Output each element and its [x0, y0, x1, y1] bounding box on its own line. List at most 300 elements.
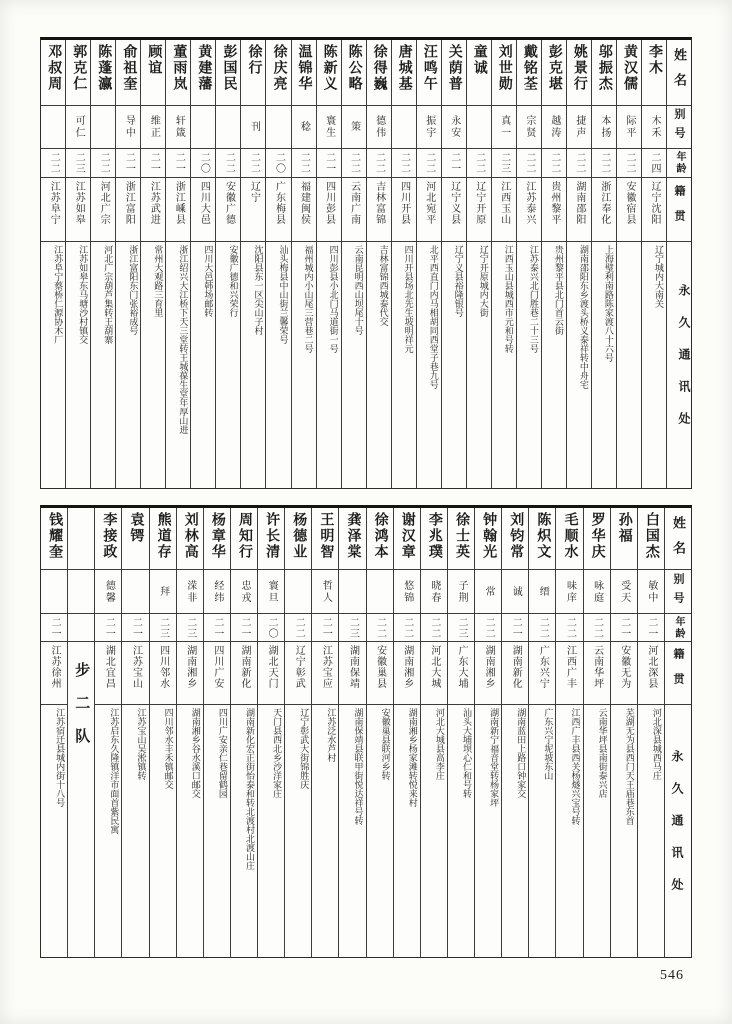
- alias-cell: 常: [475, 570, 501, 614]
- person-column: [176, 508, 203, 957]
- address-cell: 四川大邑韩场邮转: [203, 245, 214, 317]
- alias-cell: 忠戎: [231, 570, 257, 614]
- name-cell: 姚景行: [567, 40, 591, 106]
- native-cell: 云南广南: [342, 178, 366, 242]
- name-cell: 许长清: [258, 508, 284, 570]
- name-cell: 王明智: [312, 508, 338, 570]
- age-cell: 二〇: [191, 149, 215, 178]
- person-column: [610, 508, 637, 957]
- alias-cell: [467, 106, 491, 149]
- native-cell: 江苏宝应: [312, 642, 338, 705]
- person-column: [341, 40, 366, 488]
- alias-cell: 寰旦: [258, 570, 284, 614]
- person-column: [528, 508, 555, 957]
- alias-cell: [285, 570, 311, 614]
- native-cell: 江苏武进: [141, 178, 165, 242]
- address-cell: 北平西直门内马相胡同西堂子巷九号: [428, 245, 439, 389]
- age-cell: 二一: [317, 149, 341, 178]
- address-cell: 汕头大埔坝心仁和号转: [462, 708, 472, 798]
- person-column: [94, 508, 121, 957]
- person-column: [90, 40, 115, 488]
- person-column: [203, 508, 230, 957]
- name-cell: 钱耀奎: [41, 508, 67, 570]
- person-column: [240, 40, 265, 488]
- alias-cell: [216, 106, 240, 149]
- age-cell: 二一: [41, 614, 67, 642]
- name-cell: 黄汉儒: [617, 40, 641, 106]
- alias-cell: [339, 570, 365, 614]
- age-cell: 二二: [529, 614, 555, 642]
- native-cell: 四川开县: [392, 178, 416, 242]
- unit-label: 步二队: [73, 662, 90, 761]
- native-cell: 辽宁开原: [467, 178, 491, 242]
- roster-table-top: [40, 37, 692, 489]
- native-cell: 安徽宿县: [617, 178, 641, 242]
- address-cell: 四川广安亲仁巷留鹤园: [217, 708, 228, 798]
- address-cell: 江苏阜宁蔡桥仁源协木厂: [53, 245, 64, 344]
- person-column: [474, 508, 501, 957]
- address-cell: 辽宁彰武大街锦胜庆: [299, 708, 310, 789]
- name-cell: 彭克堪: [542, 40, 566, 106]
- name-cell: 汪鸣午: [417, 40, 441, 106]
- name-cell: 陈新义: [317, 40, 341, 106]
- native-cell: 湖南湘乡: [394, 642, 420, 705]
- native-cell: 安徽无为: [611, 642, 637, 705]
- address-cell: 福州城内小山尾三营巷二号: [303, 245, 314, 353]
- age-cell: 二三: [66, 149, 90, 178]
- name-cell-empty: [68, 508, 94, 570]
- alias-cell: [91, 106, 115, 149]
- alias-cell: 导中: [116, 106, 140, 149]
- name-cell: 黄建藩: [191, 40, 215, 106]
- alias-cell: 轩箴: [166, 106, 190, 149]
- native-cell: 湖南邵阳: [567, 178, 591, 242]
- name-cell: 杨章华: [204, 508, 230, 570]
- alias-cell: [266, 106, 290, 149]
- person-column: [491, 40, 516, 488]
- address-cell: 江苏宿迁县城内街十八号: [55, 708, 66, 807]
- person-column: [41, 508, 67, 957]
- person-column: [215, 40, 240, 488]
- name-cell: 陈炽文: [529, 508, 555, 570]
- age-cell: 二一: [231, 614, 257, 642]
- name-cell: 郭克仁: [66, 40, 90, 106]
- age-cell: 二二: [392, 149, 416, 178]
- person-column: [366, 508, 393, 957]
- address-cell: 浙江绍兴大江桥下天三堂转王城葆生堂年厚山进: [178, 245, 189, 434]
- alias-cell: 刊: [241, 106, 265, 149]
- person-column: [284, 508, 311, 957]
- address-cell: 湖南湘乡谷水溪口邮交: [190, 708, 201, 798]
- native-cell: 湖北宜昌: [95, 642, 121, 705]
- age-cell: 二二: [584, 614, 610, 642]
- person-column: [591, 40, 616, 488]
- age-cell: 二二: [517, 149, 541, 178]
- name-cell: 童诚: [467, 40, 491, 106]
- address-cell: 四川邻水丰禾镇邮交: [163, 708, 174, 789]
- name-cell: 李接政: [95, 508, 121, 570]
- person-column: [393, 508, 420, 957]
- row-label-alias: 别号: [665, 570, 691, 614]
- age-cell: 二二: [292, 149, 316, 178]
- row-label-name: 姓名: [667, 40, 691, 106]
- unit-column: [67, 508, 94, 957]
- age-cell: 二一: [166, 149, 190, 178]
- native-cell: 四川邻水: [150, 642, 176, 705]
- person-column: [316, 40, 341, 488]
- age-cell: 二三: [150, 614, 176, 642]
- age-cell: 二二: [342, 149, 366, 178]
- name-cell: 陈公略: [342, 40, 366, 106]
- address-cell: 河北广宗葫芦集转王葫寨: [103, 245, 114, 344]
- person-column: [637, 508, 664, 957]
- age-cell: 二一: [442, 149, 466, 178]
- age-cell: 二二: [556, 614, 582, 642]
- address-cell: 湖南湘乡杨家滩转悦来村: [407, 708, 418, 807]
- person-column: [420, 508, 447, 957]
- address-cell: 湖南邵阳东乡渡头桥义泰祥转中舟宅: [578, 245, 589, 389]
- native-cell: 河北宛平: [417, 178, 441, 242]
- person-column: [391, 40, 416, 488]
- alias-cell: 宗贤: [517, 106, 541, 149]
- age-cell: 二二: [542, 149, 566, 178]
- alias-cell: 稔: [292, 106, 316, 149]
- alias-cell: 悠锦: [394, 570, 420, 614]
- native-cell: 辽宁彰武: [285, 642, 311, 705]
- name-cell: 钟翰光: [475, 508, 501, 570]
- address-cell: 芜湖无为县西门天王庙巷东首: [624, 708, 635, 825]
- alias-cell: 咏庭: [584, 570, 610, 614]
- address-cell: 辽宁开原城内大街: [478, 245, 489, 317]
- alias-cell: 捷声: [567, 106, 591, 149]
- name-cell: 刘钧常: [502, 508, 528, 570]
- native-cell: 贵州黎平: [542, 178, 566, 242]
- person-column: [616, 40, 641, 488]
- name-cell: 徐得巍: [367, 40, 391, 106]
- native-cell: 江苏宝山: [122, 642, 148, 705]
- row-label-native: 籍贯: [665, 642, 691, 705]
- name-cell: 熊道存: [150, 508, 176, 570]
- alias-cell: 本扬: [592, 106, 616, 149]
- name-cell: 白国杰: [638, 508, 664, 570]
- native-cell: 湖南湘乡: [475, 642, 501, 705]
- native-cell: 安徽巢县: [367, 642, 393, 705]
- person-column: [447, 508, 474, 957]
- address-cell: 江苏泰兴北门胜巷二十三号: [528, 245, 539, 353]
- alias-cell: [392, 106, 416, 149]
- name-cell: 戴铭荃: [517, 40, 541, 106]
- row-label-age: 年龄: [667, 149, 691, 178]
- address-cell: 广东兴宁坭坡东山: [543, 708, 554, 780]
- address-cell: 河北深县城西马庄: [651, 708, 662, 780]
- name-cell: 李兆璞: [421, 508, 447, 570]
- native-cell: 吉林富锦: [367, 178, 391, 242]
- person-column: [566, 40, 591, 488]
- age-cell: 二一: [611, 614, 637, 642]
- person-column: [230, 508, 257, 957]
- name-cell: 陈蓬瀛: [91, 40, 115, 106]
- native-cell: 广东大埔: [448, 642, 474, 705]
- alias-cell: 木禾: [642, 106, 666, 149]
- native-cell: 江苏泰兴: [517, 178, 541, 242]
- person-column: [555, 508, 582, 957]
- age-cell: 二一: [204, 614, 230, 642]
- age-cell: 二二: [567, 149, 591, 178]
- address-cell: 湖南保靖县联甲街悦达祥号转: [353, 708, 364, 825]
- name-cell: 俞祖奎: [116, 40, 140, 106]
- native-cell: 浙江富阳: [116, 178, 140, 242]
- header-column: [664, 508, 691, 957]
- name-cell: 徐庆亮: [266, 40, 290, 106]
- name-cell: 谢汉章: [394, 508, 420, 570]
- address-cell: 江苏如皋东马塘沙村镇交: [78, 245, 89, 344]
- age-cell: 二〇: [266, 149, 290, 178]
- alias-cell: 越涛: [542, 106, 566, 149]
- age-cell: 二二: [285, 614, 311, 642]
- age-cell: 二三: [448, 614, 474, 642]
- native-cell: 湖南新化: [231, 642, 257, 705]
- address-cell: 常州大观路三育里: [153, 245, 164, 317]
- native-cell: 江苏阜宁: [41, 178, 65, 242]
- name-cell: 毛顺水: [556, 508, 582, 570]
- address-cell: 吉林富锦西城泰代交: [378, 245, 389, 326]
- name-cell: 唐城基: [392, 40, 416, 106]
- alias-cell: 味庠: [556, 570, 582, 614]
- native-cell: 湖南新化: [502, 642, 528, 705]
- alias-cell: 哲人: [312, 570, 338, 614]
- native-cell: 河北广宗: [91, 178, 115, 242]
- native-cell: 四川广安: [204, 642, 230, 705]
- age-cell: 二二: [592, 149, 616, 178]
- alias-cell: 溁非: [177, 570, 203, 614]
- alias-cell: 寰生: [317, 106, 341, 149]
- address-cell: 云南华坪县南街泰兴店: [597, 708, 608, 798]
- row-label-alias: 别号: [667, 106, 691, 149]
- alias-cell: 永安: [442, 106, 466, 149]
- alias-cell: 策: [342, 106, 366, 149]
- alias-cell: [122, 570, 148, 614]
- header-column: [666, 40, 691, 488]
- person-column: [541, 40, 566, 488]
- address-cell: 安徽巢县联河乡转: [380, 708, 391, 780]
- age-cell: 二二: [216, 149, 240, 178]
- row-label-native: 籍贯: [667, 178, 691, 242]
- name-cell: 徐士英: [448, 508, 474, 570]
- person-column: [416, 40, 441, 488]
- age-cell: 二二: [421, 614, 447, 642]
- age-cell: 二三: [339, 614, 365, 642]
- address-cell: 四川开县场北先生坡明祥元: [403, 245, 414, 353]
- native-cell: 四川彭县: [317, 178, 341, 242]
- alias-cell: 可仁: [66, 106, 90, 149]
- native-cell: 江西广丰: [556, 642, 582, 705]
- address-cell: 云南昆明西山坝尾十号: [353, 245, 364, 335]
- name-cell: 龚泽棠: [339, 508, 365, 570]
- alias-cell: 际平: [617, 106, 641, 149]
- alias-cell: 德伟: [367, 106, 391, 149]
- name-cell: 徐鸿本: [367, 508, 393, 570]
- age-cell: 二二: [41, 149, 65, 178]
- name-cell: 温锦华: [292, 40, 316, 106]
- address-cell: 浙江富阳东门张裕成号: [128, 245, 139, 335]
- row-label-name: 姓名: [665, 508, 691, 570]
- name-cell: 杨德业: [285, 508, 311, 570]
- address-cell: 辽宁城内大南关: [653, 245, 664, 308]
- age-cell: 二一: [312, 614, 338, 642]
- name-cell: 董雨岚: [166, 40, 190, 106]
- address-cell: 江苏宝山吴淞镇转: [136, 708, 147, 780]
- native-cell: 湖南保靖: [339, 642, 365, 705]
- age-cell: 二二: [367, 614, 393, 642]
- age-cell: 二一: [122, 614, 148, 642]
- roster-table-bottom: [40, 505, 692, 958]
- name-cell: 袁锷: [122, 508, 148, 570]
- person-column: [641, 40, 666, 488]
- age-cell: 二一: [638, 614, 664, 642]
- alias-cell: 敏中: [638, 570, 664, 614]
- name-cell: 彭国民: [216, 40, 240, 106]
- name-cell: 邓叔周: [41, 40, 65, 106]
- age-cell: 二二: [475, 614, 501, 642]
- alias-cell: [41, 570, 67, 614]
- name-cell: 周知行: [231, 508, 257, 570]
- age-cell: 二三: [177, 614, 203, 642]
- alias-cell: 子荆: [448, 570, 474, 614]
- address-cell: 江苏泛水芦村: [326, 708, 337, 762]
- address-cell: 河北大城县高李庄: [434, 708, 445, 780]
- native-cell: 湖南湘乡: [177, 642, 203, 705]
- name-cell: 刘林高: [177, 508, 203, 570]
- age-cell: 二二: [367, 149, 391, 178]
- alias-cell: 维正: [141, 106, 165, 149]
- name-cell: 邬振杰: [592, 40, 616, 106]
- name-cell: 孙福: [611, 508, 637, 570]
- address-cell: 贵州黎平县北门首云街: [553, 245, 564, 335]
- page-number: 546: [660, 968, 684, 983]
- person-column: [41, 40, 65, 488]
- native-cell: 福建闽侯: [292, 178, 316, 242]
- person-column: [311, 508, 338, 957]
- age-cell: 二二: [417, 149, 441, 178]
- address-cell: 湖南蓝田上路口钟家交: [516, 708, 527, 798]
- address-cell: 江苏启东久隆镇洋市面首紫民寓: [109, 708, 120, 834]
- address-cell: 湖南新宁福音堂转杨家坪: [489, 708, 500, 807]
- person-column: [265, 40, 290, 488]
- native-cell: 辽宁沈阳: [642, 178, 666, 242]
- address-cell: 江西玉山县城西市元和号转: [503, 245, 514, 353]
- alias-cell-empty: [68, 570, 94, 614]
- address-cell: 安徽广德和兴荣行: [228, 245, 239, 317]
- address-cell: 湖南新化宏正街怡泰和转北渡村北渡山庄: [245, 708, 255, 870]
- alias-cell: 受天: [611, 570, 637, 614]
- age-cell: 二二: [617, 149, 641, 178]
- alias-cell: 经纬: [204, 570, 230, 614]
- address-cell: 天门县西北乡沙洋家庄: [272, 708, 283, 798]
- row-label-age: 年龄: [665, 614, 691, 642]
- age-cell: 二一: [116, 149, 140, 178]
- person-column: [65, 40, 90, 488]
- address-cell: 辽宁义县裕隆银号: [453, 245, 464, 317]
- alias-cell: 缙: [529, 570, 555, 614]
- name-cell: 徐行: [241, 40, 265, 106]
- person-column: [140, 40, 165, 488]
- alias-cell: [367, 570, 393, 614]
- native-cell: 辽宁义县: [442, 178, 466, 242]
- native-cell: 河北大城: [421, 642, 447, 705]
- age-cell: 二一: [95, 614, 121, 642]
- native-cell: 广东兴宁: [529, 642, 555, 705]
- age-cell: 二一: [141, 149, 165, 178]
- native-cell: 湖北天门: [258, 642, 284, 705]
- person-column: [466, 40, 491, 488]
- person-column: [149, 508, 176, 957]
- alias-cell: 诚: [502, 570, 528, 614]
- age-cell-empty: [68, 614, 94, 642]
- name-cell: 刘世勋: [492, 40, 516, 106]
- name-cell: 罗华庆: [584, 508, 610, 570]
- alias-cell: 晓春: [421, 570, 447, 614]
- alias-cell: 拜: [150, 570, 176, 614]
- row-label-address: 永久通讯处: [677, 284, 691, 444]
- person-column: [115, 40, 140, 488]
- person-column: [291, 40, 316, 488]
- person-column: [516, 40, 541, 488]
- native-cell: 浙江奉化: [592, 178, 616, 242]
- native-cell: 浙江嵊县: [166, 178, 190, 242]
- native-cell: 广东梅县: [266, 178, 290, 242]
- native-cell: 辽宁: [241, 178, 265, 242]
- person-column: [190, 40, 215, 488]
- person-column: [501, 508, 528, 957]
- native-cell: 安徽广德: [216, 178, 240, 242]
- person-column: [121, 508, 148, 957]
- address-cell: 上海璧利南路陈家渡八十六号: [603, 245, 614, 362]
- age-cell: 二三: [492, 149, 516, 178]
- address-cell: [617, 242, 641, 488]
- native-cell: 江苏徐州: [41, 642, 67, 705]
- age-cell: 二二: [394, 614, 420, 642]
- alias-cell: 真一: [492, 106, 516, 149]
- name-cell: 关荫普: [442, 40, 466, 106]
- native-cell: 江苏如皋: [66, 178, 90, 242]
- row-label-address: 永久通讯处: [670, 750, 684, 910]
- age-cell: 二二: [467, 149, 491, 178]
- address-cell: 四川彭县小北门马道街一号: [328, 245, 339, 353]
- alias-cell: 德馨: [95, 570, 121, 614]
- person-column: [338, 508, 365, 957]
- native-cell: 云南华坪: [584, 642, 610, 705]
- name-cell: 顾谊: [141, 40, 165, 106]
- name-cell: 李木: [642, 40, 666, 106]
- age-cell: 二〇: [258, 614, 284, 642]
- alias-cell: 振宇: [417, 106, 441, 149]
- age-cell: 二二: [241, 149, 265, 178]
- native-cell: 江西玉山: [492, 178, 516, 242]
- age-cell: 二二: [91, 149, 115, 178]
- alias-cell: [191, 106, 215, 149]
- native-cell: 河北深县: [638, 642, 664, 705]
- person-column: [441, 40, 466, 488]
- address-cell: 江西广丰县西关杨燧兴宝号转: [570, 708, 581, 825]
- alias-cell: [41, 106, 65, 149]
- person-column: [583, 508, 610, 957]
- person-column: [366, 40, 391, 488]
- native-cell: 四川大邑: [191, 178, 215, 242]
- address-cell: 沈阳县东一区尖山子村: [253, 245, 264, 335]
- person-column: [257, 508, 284, 957]
- person-column: [165, 40, 190, 488]
- age-cell: 二一: [502, 614, 528, 642]
